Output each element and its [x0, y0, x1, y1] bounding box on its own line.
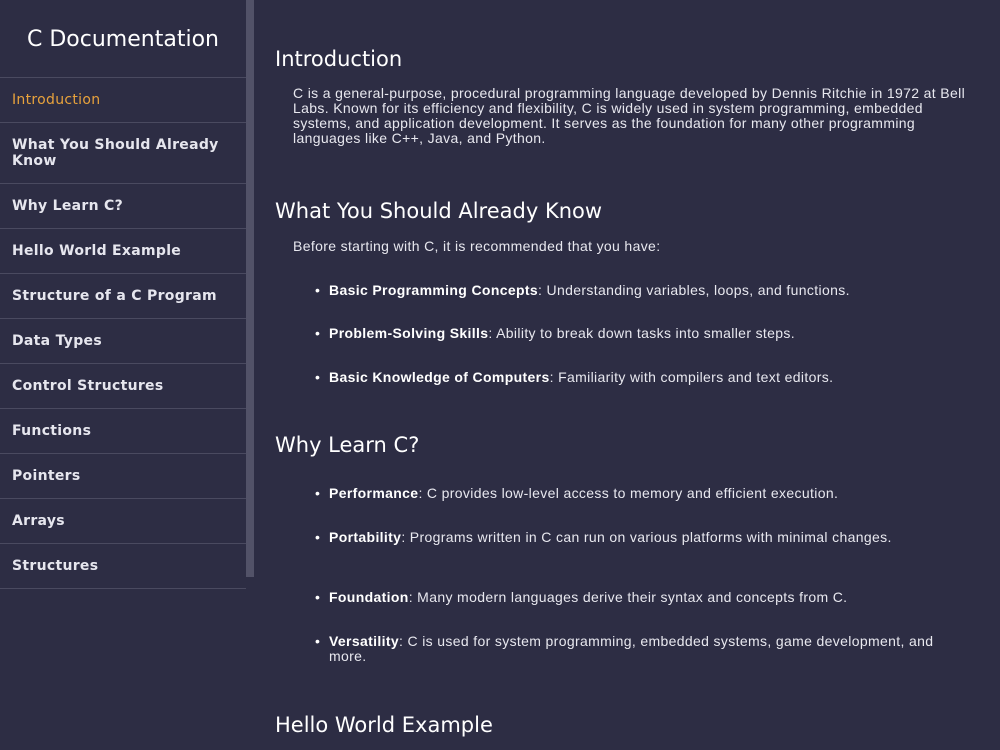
list-item — [315, 283, 969, 298]
sidebar — [0, 0, 254, 577]
section-heading-why-learn-c: Why Learn C? — [275, 433, 420, 457]
section-heading-what-you-should-already-know: What You Should Already Know — [275, 199, 603, 223]
list-item-desc: : Ability to break down tasks into smaller steps. — [488, 325, 796, 341]
list-item-desc: : C is used for system programming, embedded systems, game development, and more. — [329, 633, 934, 664]
list-item-desc: : C provides low-level access to memory and efficient execution. — [418, 485, 839, 501]
list-item — [315, 370, 969, 385]
list-item-term: Problem-Solving Skills — [329, 325, 489, 341]
list-item — [315, 634, 969, 664]
sidebar-item-arrays[interactable]: Arrays — [0, 499, 246, 544]
section-heading-introduction: Introduction — [275, 47, 403, 71]
sidebar-item-data-types[interactable]: Data Types — [0, 319, 246, 364]
intro-paragraph: C is a general-purpose, procedural programming language developed by Dennis Ritchie in 1972 at Bell Labs. Known for its efficiency and flexibility, C is widely used in system programming, embedded systems, and application development. It serves as the foundation for many other programming languages like C++, Java, and Python. — [293, 85, 966, 146]
list-item-term: Foundation — [329, 589, 409, 605]
sidebar-item-why-learn-c[interactable]: Why Learn C? — [0, 184, 246, 229]
list-item-term: Portability — [329, 529, 402, 545]
list-item-term: Performance — [329, 485, 419, 501]
list-item — [315, 530, 969, 545]
list-item — [315, 590, 969, 605]
sidebar-item-structure-of-a-c-program[interactable]: Structure of a C Program — [0, 274, 246, 319]
sidebar-item-what-you-should-already-know[interactable]: What You Should Already Know — [0, 123, 246, 184]
list-item-desc: : Many modern languages derive their syntax and concepts from C. — [408, 589, 848, 605]
list-item-term: Basic Knowledge of Computers — [329, 369, 550, 385]
list-item-term: Basic Programming Concepts — [329, 282, 539, 298]
list-item-desc: : Understanding variables, loops, and functions. — [538, 282, 850, 298]
sidebar-nav — [0, 78, 246, 589]
list-item-term: Versatility — [329, 633, 400, 649]
section-heading-hello-world-example: Hello World Example — [275, 713, 493, 737]
sidebar-title: C Documentation — [0, 0, 246, 78]
prereq-intro-text: Before starting with C, it is recommended that you have: — [293, 238, 661, 254]
sidebar-item-structures[interactable]: Structures — [0, 544, 246, 589]
list-item — [315, 486, 969, 501]
list-item-desc: : Familiarity with compilers and text editors. — [549, 369, 834, 385]
sidebar-item-hello-world-example[interactable]: Hello World Example — [0, 229, 246, 274]
list-item-desc: : Programs written in C can run on various platforms with minimal changes. — [401, 529, 892, 545]
sidebar-item-control-structures[interactable]: Control Structures — [0, 364, 246, 409]
list-item — [315, 326, 969, 341]
sidebar-item-introduction[interactable]: Introduction — [0, 78, 246, 123]
sidebar-item-pointers[interactable]: Pointers — [0, 454, 246, 499]
sidebar-item-functions[interactable]: Functions — [0, 409, 246, 454]
